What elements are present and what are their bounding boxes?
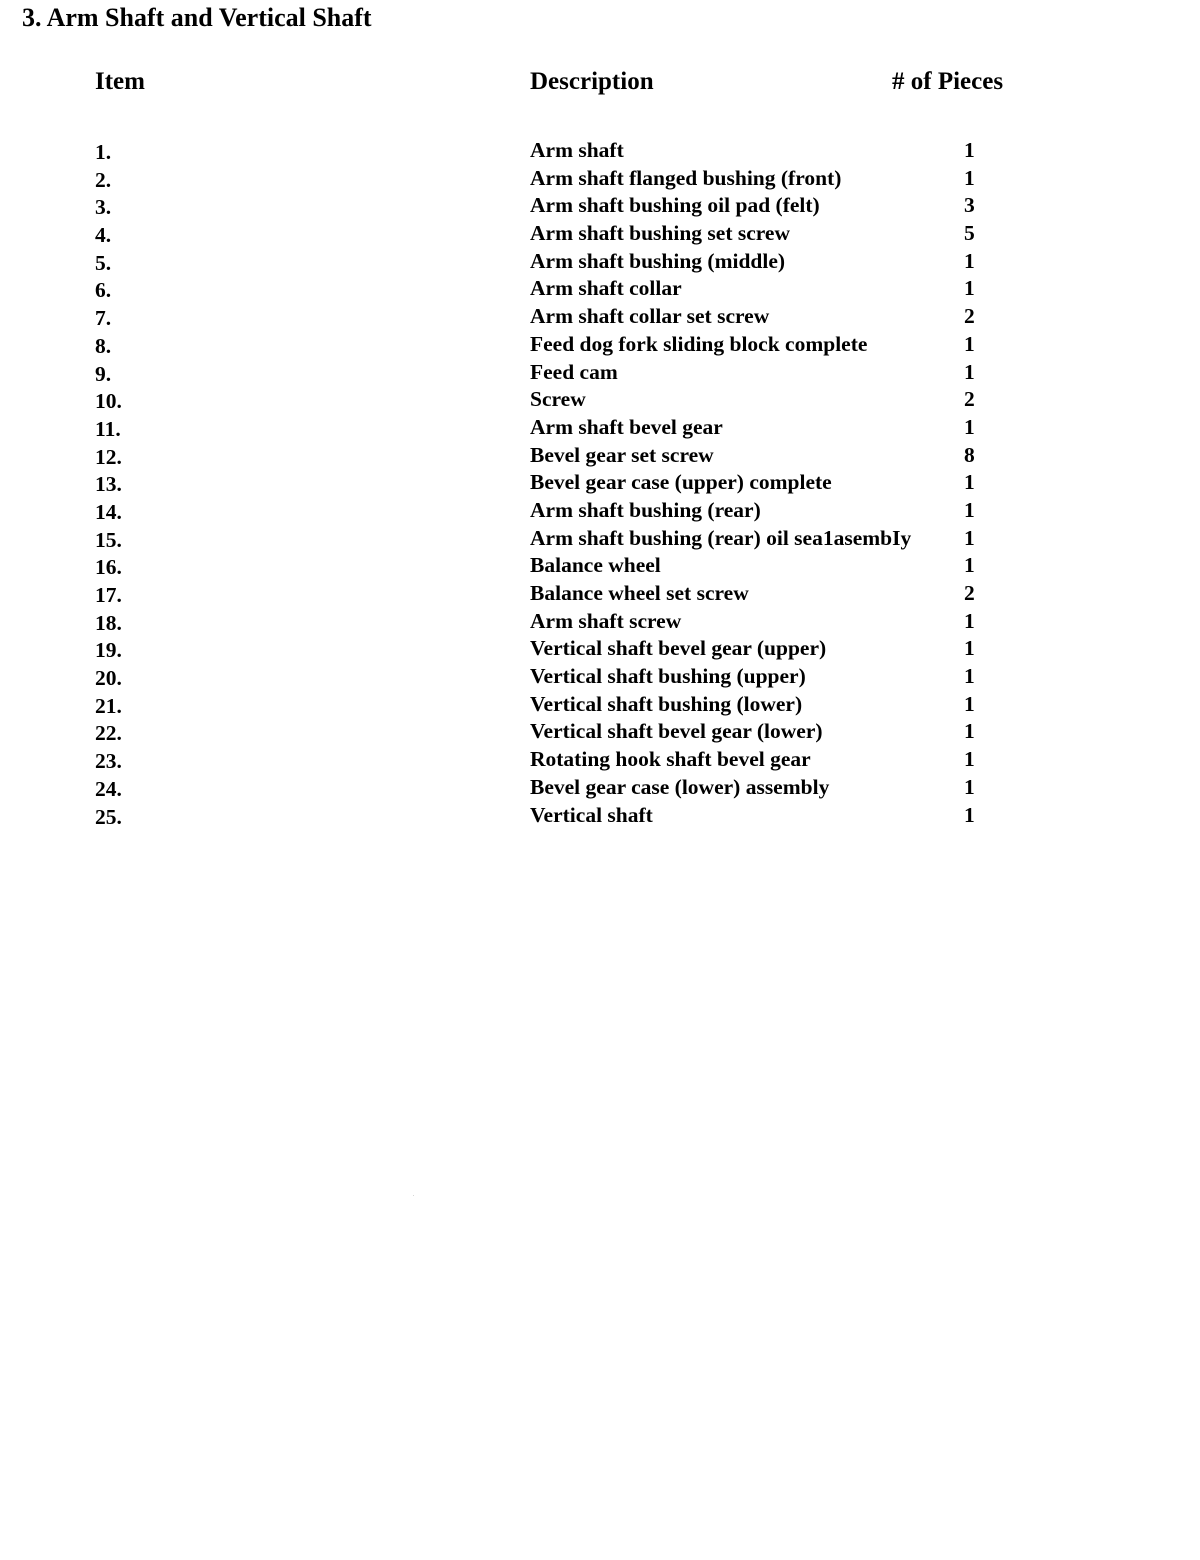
item-number: 17.	[95, 583, 122, 607]
item-description: Arm shaft collar set screw	[530, 304, 770, 329]
item-description: Arm shaft bushing set screw	[530, 221, 790, 246]
parts-row	[0, 554, 1200, 582]
item-number: 8.	[95, 333, 112, 358]
parts-row	[0, 637, 1200, 665]
item-description: Balance wheel	[530, 553, 661, 578]
item-number: 19.	[95, 638, 122, 663]
item-description: Arm shaft bushing (middle)	[530, 248, 786, 273]
parts-row	[0, 333, 1200, 361]
item-description: Vertical shaft	[530, 802, 653, 827]
item-pieces: 1	[964, 138, 975, 162]
item-number: 16.	[95, 555, 122, 580]
parts-row	[0, 804, 1200, 832]
item-description: Arm shaft collar	[530, 276, 682, 301]
item-description: Vertical shaft bushing (lower)	[530, 691, 803, 716]
item-description: Bevel gear case (lower) assembly	[530, 774, 830, 799]
item-pieces: 1	[964, 774, 975, 799]
parts-row	[0, 361, 1200, 389]
item-number: 10.	[95, 389, 122, 414]
item-number: 7.	[95, 306, 112, 331]
parts-row	[0, 250, 1200, 278]
parts-row	[0, 388, 1200, 416]
item-number: 25.	[95, 804, 122, 829]
parts-row	[0, 444, 1200, 472]
item-pieces: 1	[964, 691, 975, 716]
parts-row	[0, 194, 1200, 222]
parts-row	[0, 527, 1200, 555]
item-pieces: 1	[964, 719, 975, 744]
parts-row	[0, 277, 1200, 305]
parts-row	[0, 610, 1200, 638]
item-pieces: 1	[964, 470, 975, 495]
item-pieces: 1	[964, 497, 975, 522]
item-number: 22.	[95, 721, 122, 746]
item-number: 23.	[95, 749, 122, 774]
parts-list	[0, 139, 1200, 831]
item-description: Vertical shaft bevel gear (upper)	[530, 636, 827, 661]
item-number: 14.	[95, 499, 122, 524]
item-number: 13.	[95, 472, 122, 497]
item-pieces: 8	[964, 442, 975, 467]
parts-row	[0, 167, 1200, 195]
item-description: Arm shaft screw	[530, 608, 682, 633]
column-header-item: Item	[95, 68, 145, 95]
item-description: Arm shaft flanged bushing (front)	[530, 165, 842, 190]
parts-row	[0, 665, 1200, 693]
item-number: 21.	[95, 693, 122, 718]
item-pieces: 1	[964, 802, 975, 827]
item-description: Feed dog fork sliding block complete	[530, 331, 868, 356]
parts-row	[0, 720, 1200, 748]
item-pieces: 1	[964, 636, 975, 661]
item-number: 11.	[95, 416, 121, 441]
item-description: Rotating hook shaft bevel gear	[530, 747, 811, 772]
item-number: 24.	[95, 776, 122, 801]
item-description: Arm shaft bevel gear	[530, 414, 723, 439]
item-pieces: 3	[964, 193, 975, 218]
item-pieces: 5	[964, 221, 975, 246]
item-pieces: 1	[964, 331, 975, 356]
item-pieces: 1	[964, 165, 975, 190]
parts-row	[0, 222, 1200, 250]
item-description: Screw	[530, 387, 586, 412]
parts-row	[0, 693, 1200, 721]
item-pieces: 1	[964, 664, 975, 689]
item-description: Balance wheel set screw	[530, 581, 749, 605]
item-number: 6.	[95, 278, 112, 303]
item-pieces: 1	[964, 553, 975, 578]
item-number: 4.	[95, 223, 112, 248]
column-header-pieces: # of Pieces	[892, 68, 1004, 95]
item-pieces: 1	[964, 525, 975, 550]
item-description: Arm shaft bushing (rear)	[530, 497, 761, 522]
parts-row	[0, 139, 1200, 167]
item-description: Arm shaft	[530, 138, 624, 162]
item-pieces: 2	[964, 581, 975, 605]
item-pieces: 1	[964, 747, 975, 772]
item-number: 20.	[95, 666, 122, 691]
item-pieces: 2	[964, 304, 975, 329]
item-description: Vertical shaft bushing (upper)	[530, 664, 806, 689]
parts-row	[0, 499, 1200, 527]
item-number: 3.	[95, 195, 112, 220]
scan-speck	[413, 1195, 414, 1196]
parts-row	[0, 748, 1200, 776]
parts-row	[0, 416, 1200, 444]
parts-row	[0, 776, 1200, 804]
item-description: Vertical shaft bevel gear (lower)	[530, 719, 823, 744]
parts-row	[0, 305, 1200, 333]
item-description: Bevel gear case (upper) complete	[530, 470, 832, 495]
item-number: 15.	[95, 527, 122, 552]
item-number: 18.	[95, 610, 122, 635]
item-pieces: 2	[964, 387, 975, 412]
column-header-description: Description	[530, 68, 654, 95]
item-number: 9.	[95, 361, 112, 386]
item-pieces: 1	[964, 248, 975, 273]
parts-row	[0, 471, 1200, 499]
item-number: 5.	[95, 250, 112, 275]
item-number: 2.	[95, 167, 112, 192]
item-pieces: 1	[964, 608, 975, 633]
item-description: Feed cam	[530, 359, 618, 384]
item-description: Bevel gear set screw	[530, 442, 714, 467]
item-description: Arm shaft bushing oil pad (felt)	[530, 193, 820, 218]
item-number: 12.	[95, 444, 122, 469]
item-description: Arm shaft bushing (rear) oil sea1asembIy	[530, 525, 912, 550]
item-pieces: 1	[964, 414, 975, 439]
parts-row	[0, 582, 1200, 610]
section-title: 3. Arm Shaft and Vertical Shaft	[22, 3, 372, 32]
item-pieces: 1	[964, 276, 975, 301]
item-number: 1.	[95, 140, 112, 164]
item-pieces: 1	[964, 359, 975, 384]
